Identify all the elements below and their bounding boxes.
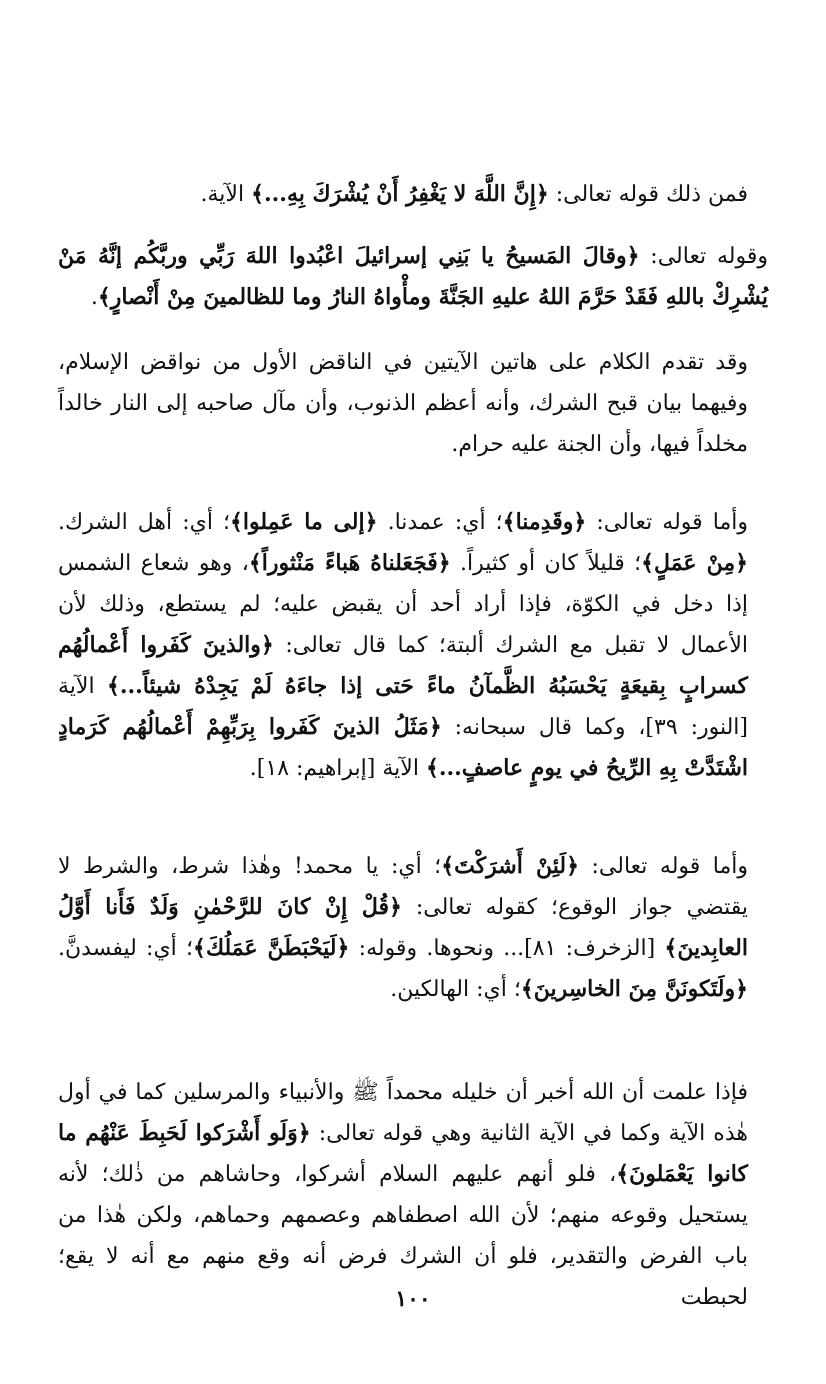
quran-quote: ﴿ولَتَكونَنَّ مِنَ الخاسِرينَ﴾ bbox=[520, 976, 748, 1002]
paragraph-5: وأما قوله تعالى: ﴿لَئِنْ أَشرَكْتَ﴾؛ أي: يا محمد! وهٰذا شرط، والشرط لا يقتضي جواز الوقوع؛ كقوله تعالى: ﴿قُلْ إِنْ كانَ للرَّحْمٰنِ وَلَدٌ فَأَنا أَوَّلُ العابِدينَ﴾ [الزخرف: ٨١]... ونحوها. وقوله: ﴿لَيَحْبَطَنَّ عَمَلُكَ﴾؛ أي: ليفسدنَّ. ﴿ولَتَكونَنَّ مِنَ الخاسِرينَ﴾؛ أي: الهالكين. bbox=[58, 853, 749, 1002]
quran-quote: ﴿فَجَعَلناهُ هَباءً مَنْثوراً﴾ bbox=[248, 550, 451, 576]
paragraph-2: وقوله تعالى: ﴿وقالَ المَسيحُ يا بَنِي إسرائيلَ اعْبُدوا اللهَ رَبِّي وربَّكُم إنَّهُ مَنْ يُشْرِكْ باللهِ فَقَدْ حَرَّمَ اللهُ عليهِ الجَنَّةَ ومأْواهُ النارُ وما للظالمينَ مِنْ أَنْصارٍ﴾. bbox=[58, 243, 768, 310]
paragraph-6: فإذا علمت أن الله أخبر أن خليله محمداً ﷺ والأنبياء والمرسلين كما في أول هٰذه الآية وكما في الآية الثانية وهي قوله تعالى: ﴿وَلَو أَشْرَكوا لَحَبِطَ عَنْهُم ما كانوا يَعْمَلونَ﴾، فلو أنهم عليهم السلام أشركوا، وحاشاهم من ذٰلك؛ لأنه يستحيل وقوعه منهم؛ لأن الله اصطفاهم وعصمهم وحماهم، ولكن هٰذا من باب الفرض والتقدير، فلو أن الشرك فرض أنه وقع منهم مع أنه لا يقع؛ لحبطت bbox=[58, 1080, 748, 1310]
paragraph-4: وأما قوله تعالى: ﴿وقَدِمنا﴾؛ أي: عمدنا. ﴿إلى ما عَمِلوا﴾؛ أي: أهل الشرك. ﴿مِنْ عَمَلٍ﴾؛ قليلاً كان أو كثيراً. ﴿فَجَعَلناهُ هَباءً مَنْثوراً﴾، وهو شعاع الشمس إذا دخل في الكوّة، فإذا أراد أحد أن يقبض عليه؛ لم يستطع، وذلك لأن الأعمال لا تقبل مع الشرك ألبتة؛ كما قال تعالى: ﴿والذينَ كَفَروا أَعْمالُهُم كسرابٍ بِقيعَةٍ يَحْسَبُهُ الظَّمآنُ ماءً حَتى إذا جاءَهُ لَمْ يَجِدْهُ شيئاً...﴾ الآية [النور: ٣٩]، وكما قال سبحانه: ﴿مَثَلُ الذينَ كَفَروا بِرَبِّهِمْ أَعْمالُهُم كَرَمادٍ اشْتَدَّتْ بِهِ الرِّيحُ في يومٍ عاصفٍ...﴾ الآية [إبراهيم: ١٨]. bbox=[58, 509, 749, 781]
paragraph-3: وقد تقدم الكلام على هاتين الآيتين في الناقض الأول من نواقض الإسلام، وفيهما بيان قبح الشرك، وأنه أعظم الذنوب، وأن مآل صاحبه إلى النار خالداً مخلداً فيها، وأن الجنة عليه حرام. bbox=[58, 350, 748, 457]
quran-quote: ﴿والذينَ كَفَروا أَعْمالُهُم كسرابٍ بِقيعَةٍ يَحْسَبُهُ الظَّمآنُ ماءً حَتى إذا جاءَهُ لَمْ يَجِدْهُ شيئاً...﴾ bbox=[58, 632, 748, 699]
quran-quote: ﴿لَئِنْ أَشرَكْتَ﴾ bbox=[441, 853, 579, 879]
quran-quote: ﴿إِنَّ اللَّهَ لا يَغْفِرُ أَنْ يُشْرَكَ بِهِ...﴾ bbox=[251, 181, 549, 207]
quran-quote: ﴿مَثَلُ الذينَ كَفَروا بِرَبِّهِمْ أَعْمالُهُم كَرَمادٍ اشْتَدَّتْ بِهِ الرِّيحُ في يومٍ عاصفٍ...﴾ bbox=[58, 714, 748, 781]
page-number: ١٠٠ bbox=[395, 1286, 431, 1312]
quran-quote: ﴿مِنْ عَمَلٍ﴾ bbox=[641, 550, 748, 576]
quran-quote: ﴿وقَدِمنا﴾ bbox=[502, 509, 587, 535]
quran-quote: ﴿إلى ما عَمِلوا﴾ bbox=[230, 509, 378, 535]
quran-quote: ﴿لَيَحْبَطَنَّ عَمَلُكَ﴾ bbox=[193, 935, 350, 961]
quran-quote: ﴿وَلَو أَشْرَكوا لَحَبِطَ عَنْهُم ما كانوا يَعْمَلونَ﴾ bbox=[58, 1120, 748, 1187]
paragraph-1: فمن ذلك قوله تعالى: ﴿إِنَّ اللَّهَ لا يَغْفِرُ أَنْ يُشْرَكَ بِهِ...﴾ الآية. bbox=[200, 181, 748, 207]
quran-quote: ﴿وقالَ المَسيحُ يا بَنِي إسرائيلَ اعْبُدوا اللهَ رَبِّي وربَّكُم إنَّهُ مَنْ يُشْرِكْ باللهِ فَقَدْ حَرَّمَ اللهُ عليهِ الجَنَّةَ ومأْواهُ النارُ وما للظالمينَ مِنْ أَنْصارٍ﴾ bbox=[58, 243, 768, 310]
quran-quote: ﴿قُلْ إِنْ كانَ للرَّحْمٰنِ وَلَدٌ فَأَنا أَوَّلُ العابِدينَ﴾ bbox=[58, 894, 748, 961]
